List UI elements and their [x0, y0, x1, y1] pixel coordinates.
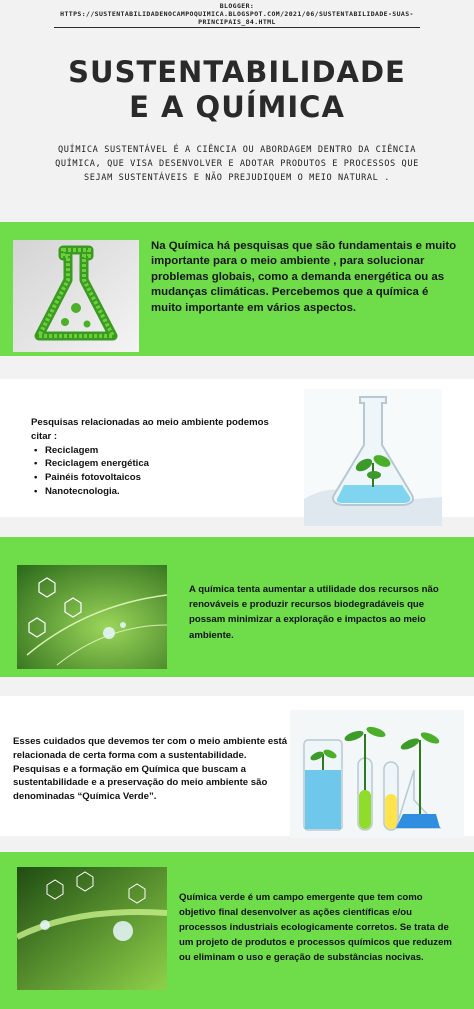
hand-holding-flask-with-plant-icon: [304, 389, 442, 526]
section-2-intro: Pesquisas relacionadas ao meio ambiente podemos citar :: [31, 417, 269, 442]
list-item: • Reciclagem: [31, 444, 271, 458]
blogger-url-line2[interactable]: PRINCIPAIS_84.HTML: [198, 18, 276, 26]
test-tubes-with-sprouts-icon: [290, 710, 464, 838]
section-4-text: Esses cuidados que devemos ter com o meio ambiente está relacionada de certa forma com a sustentabilidade. Pesquisas e a formação em Química que buscam a sustentabilidade e a preservação do meio ambiente são denominadas “Química Verde”.: [13, 736, 288, 803]
research-list: [31, 444, 271, 499]
list-item: • Painéis fotovoltaicos: [31, 471, 271, 485]
title-line-1: SUSTENTABILIDADE: [68, 55, 406, 89]
intro-text: QUÍMICA SUSTENTÁVEL É A CIÊNCIA OU ABORDAGEM DENTRO DA CIÊNCIA QUÍMICA, QUE VISA DESENVOLVER E ADOTAR PRODUTOS E PROCESSOS QUE SEJAM SUSTENTÁVEIS E NÃO PREJUDIQUEM O MEIO NATURAL .: [55, 145, 419, 184]
water-drop-leaf-icon: [17, 867, 167, 990]
page-title: [0, 55, 474, 125]
blogger-box: [54, 1, 420, 28]
blogger-label: BLOGGER:: [219, 2, 255, 10]
list-item: • Nanotecnologia.: [31, 485, 271, 499]
section-1-text: Na Química há pesquisas que são fundamentais e muito importante para o meio ambiente , para solucionar problemas globais, como a demanda energética ou as mudanças climáticas. Percebemos que a química é muito importante em vários aspectos.: [151, 240, 457, 314]
green-leaf-molecules-icon: [17, 565, 167, 669]
leafy-flask-icon: [13, 240, 139, 352]
section-2-text: [31, 416, 271, 499]
list-item: • Reciclagem energética: [31, 457, 271, 471]
section-5-text: Química verde é um campo emergente que tem como objetivo final desenvolver as ações científicas e/ou processos industriais ecologicamente corretos. Se trata de um projeto de produtos e processos químicos que reduzem ou eliminam o uso e geração de substâncias nocivas.: [179, 892, 452, 963]
section-3-text: A química tenta aumentar a utilidade dos recursos não renováveis e produzir recursos biodegradáveis que possam minimizar a exploração e impactos ao meio ambiente.: [189, 584, 439, 641]
blogger-banner: [0, 0, 474, 30]
title-line-2: E A QUÍMICA: [129, 90, 345, 124]
blogger-url-line1[interactable]: HTTPS://SUSTENTABILIDADENOCAMPOQUIMICA.BLOGSPOT.COM/2021/06/SUSTENTABILIDADE-SUAS-: [60, 10, 414, 18]
